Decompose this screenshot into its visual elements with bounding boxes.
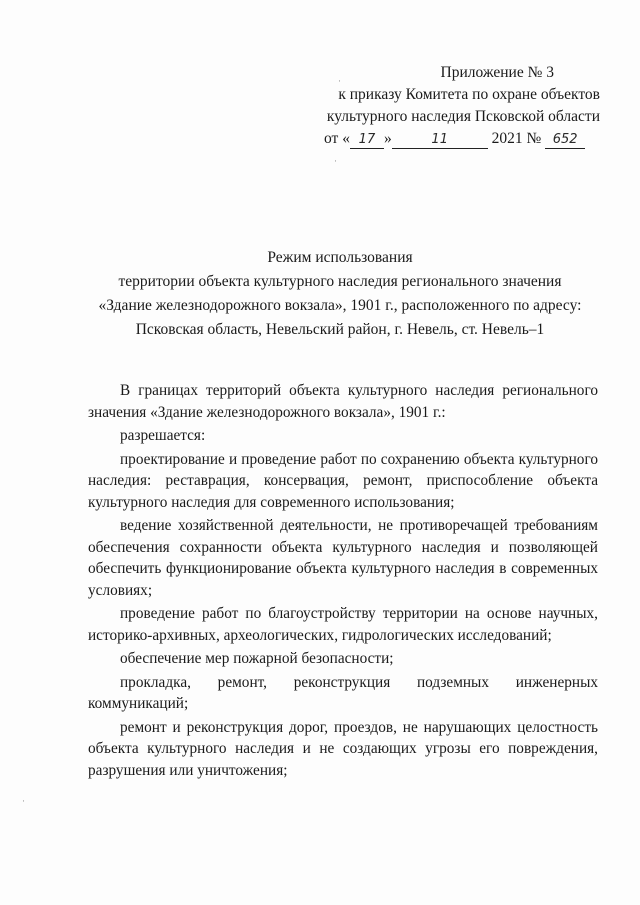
list-item: проектирование и проведение работ по сохранению объекта культурного наследия: реставрация, консервация, ремонт, приспособление объекта культурного наследия для современного использования; — [88, 450, 598, 511]
appendix-number: Приложение № 3 — [440, 64, 554, 81]
appendix-header — [300, 62, 600, 150]
list-item: ведение хозяйственной деятельности, не противоречащей требованиям обеспечения сохранности объекта культурного наследия и позволяющей обеспечить функционирование объекта культурного наследия в современных условиях; — [88, 517, 598, 599]
date-day-field: 17 — [350, 132, 384, 149]
scan-mark: · — [22, 796, 25, 806]
scan-mark: · — [334, 156, 337, 166]
scan-mark: · — [338, 76, 341, 86]
title-line-1: Режим использования — [267, 249, 413, 266]
list-item: проведение работ по благоустройству территории на основе научных, историко-архивных, археологических, гидрологических исследований; — [88, 605, 598, 644]
date-month-field: 11 — [392, 132, 488, 149]
date-mid: » — [383, 130, 392, 147]
title-line-3: «Здание железнодорожного вокзала», 1901 г., расположенного по адресу: — [98, 297, 582, 314]
appendix-committee: культурного наследия Псковской области — [326, 108, 600, 125]
list-item: обеспечение мер пожарной безопасности; — [120, 650, 394, 667]
title-line-4: Псковская область, Невельский район, г. Невель, ст. Невель–1 — [135, 321, 545, 338]
list-item: ремонт и реконструкция дорог, проездов, не нарушающих целостность объекта культурного наследия и не создающих угрозы его повреждения, разрушения или уничтожения; — [88, 718, 598, 779]
document-body — [88, 380, 598, 783]
date-year: 2021 № — [491, 130, 542, 147]
title-line-2: территории объекта культурного наследия регионального значения — [118, 273, 562, 290]
intro-paragraph: В границах территорий объекта культурного наследия регионального значения «Здание железнодорожного вокзала», 1901 г.: — [88, 382, 598, 421]
list-item: прокладка, ремонт, реконструкция подземных инженерных коммуникаций; — [88, 673, 598, 712]
allowed-heading: разрешается: — [120, 427, 206, 444]
document-title — [40, 246, 640, 342]
appendix-order-ref: к приказу Комитета по охране объектов — [338, 86, 600, 103]
appendix-date-line — [300, 128, 600, 150]
date-prefix: от « — [324, 130, 350, 147]
order-number-field: 652 — [545, 132, 585, 149]
